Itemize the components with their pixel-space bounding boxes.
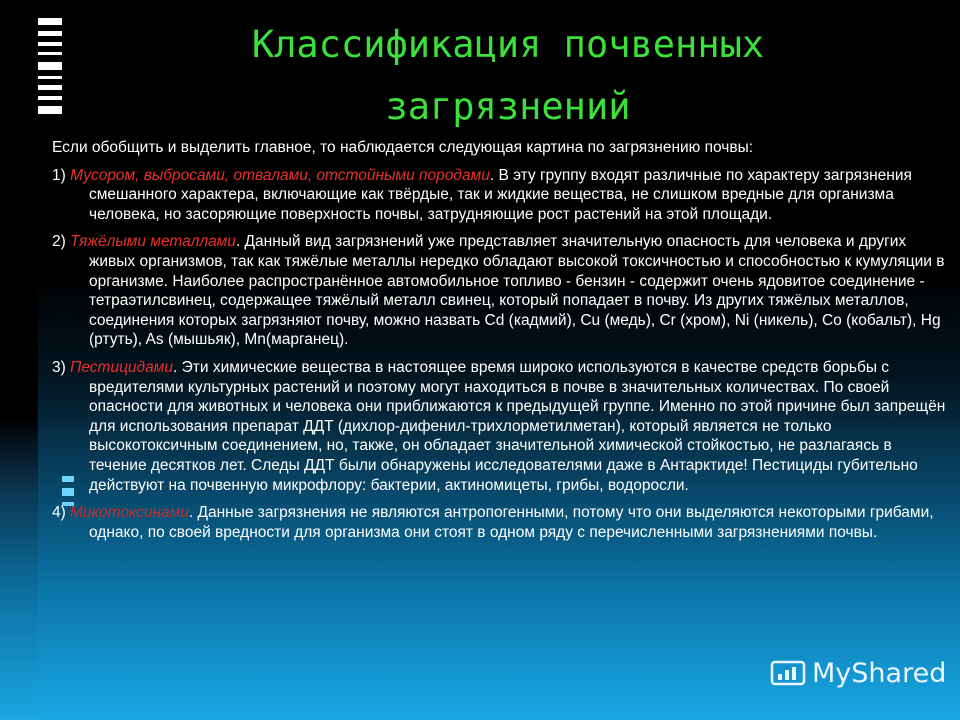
item-text: . В эту группу входят различные по характеру загрязнения смешанного характера, включающие как твёрдые, так и жидкие вещества, не слишком вредные для организма человека, но засоряющие поверхность почвы, затрудняющие рост растений на этой площади. bbox=[89, 166, 912, 223]
watermark-brand: MyShared bbox=[812, 657, 947, 689]
item-text: . Данный вид загрязнений уже представляет значительную опасность для человека и других живых организмов, так как тяжёлые металлы нередко обладают высокой токсичностью и способностью к кумуляции в организме. Наиболее распространённое автомобильное топливо - бензин - содержит очень ядовитое соединение - тетраэтилсвинец, содержащее тяжёлый металл свинец, который попадает в почву. Из других тяжёлых металлов, соединения которых загрязняют почву, можно назвать Cd (кадмий), Cu (медь), Cr (хром), Ni (никель), Co (кобальт), Hg (ртуть), As (мышьяк), Mn(марганец). bbox=[89, 233, 945, 349]
list-item bbox=[52, 166, 948, 225]
item-category: Микотоксинами bbox=[70, 504, 189, 522]
myshared-logo-icon bbox=[770, 658, 806, 688]
item-number: 4) bbox=[52, 504, 66, 522]
list-item bbox=[52, 503, 948, 542]
item-text: . Эти химические вещества в настоящее время широко используются в качестве средств борьбы с вредителями культурных растений и поэтому могут находиться в почве в значительных количествах. По своей опасности для животных и человека они приближаются к предыдущей группе. Именно по этой причине был запрещён для использования препарат ДДТ (дихлор-дифенил-трихлорметилметан), который является не только высокотоксичным соединением, но, также, он обладает значительной химической стойкостью, не разлагаясь в течение десятков лет. Следы ДДТ были обнаружены исследователями даже в Антарктиде! Пестициды губительно действуют на почвенную микрофлору: бактерии, актиномицеты, грибы, водоросли. bbox=[89, 358, 946, 494]
item-number: 2) bbox=[52, 233, 66, 251]
item-category: Пестицидами bbox=[70, 358, 173, 376]
slide-content bbox=[52, 138, 948, 550]
item-category: Мусором, выбросами, отвалами, отстойными породами bbox=[70, 166, 490, 184]
intro-text: Если обобщить и выделить главное, то наблюдается следующая картина по загрязнению почвы: bbox=[52, 139, 754, 156]
item-text: . Данные загрязнения не являются антропогенными, потому что они выделяются некоторыми грибами, однако, по своей вредности для организма они стоят в одном ряду с перечисленными загрязнениями почвы. bbox=[89, 504, 934, 541]
left-gradient-bar bbox=[0, 0, 38, 720]
slide-title: Классификация почвенных загрязнений bbox=[251, 23, 765, 128]
item-category: Тяжёлыми металлами bbox=[70, 233, 236, 251]
list-item bbox=[52, 232, 948, 350]
item-number: 3) bbox=[52, 358, 66, 376]
list-item bbox=[52, 358, 948, 495]
myshared-watermark bbox=[770, 656, 946, 690]
item-number: 1) bbox=[52, 166, 66, 184]
deco-stripes-top bbox=[38, 18, 62, 118]
